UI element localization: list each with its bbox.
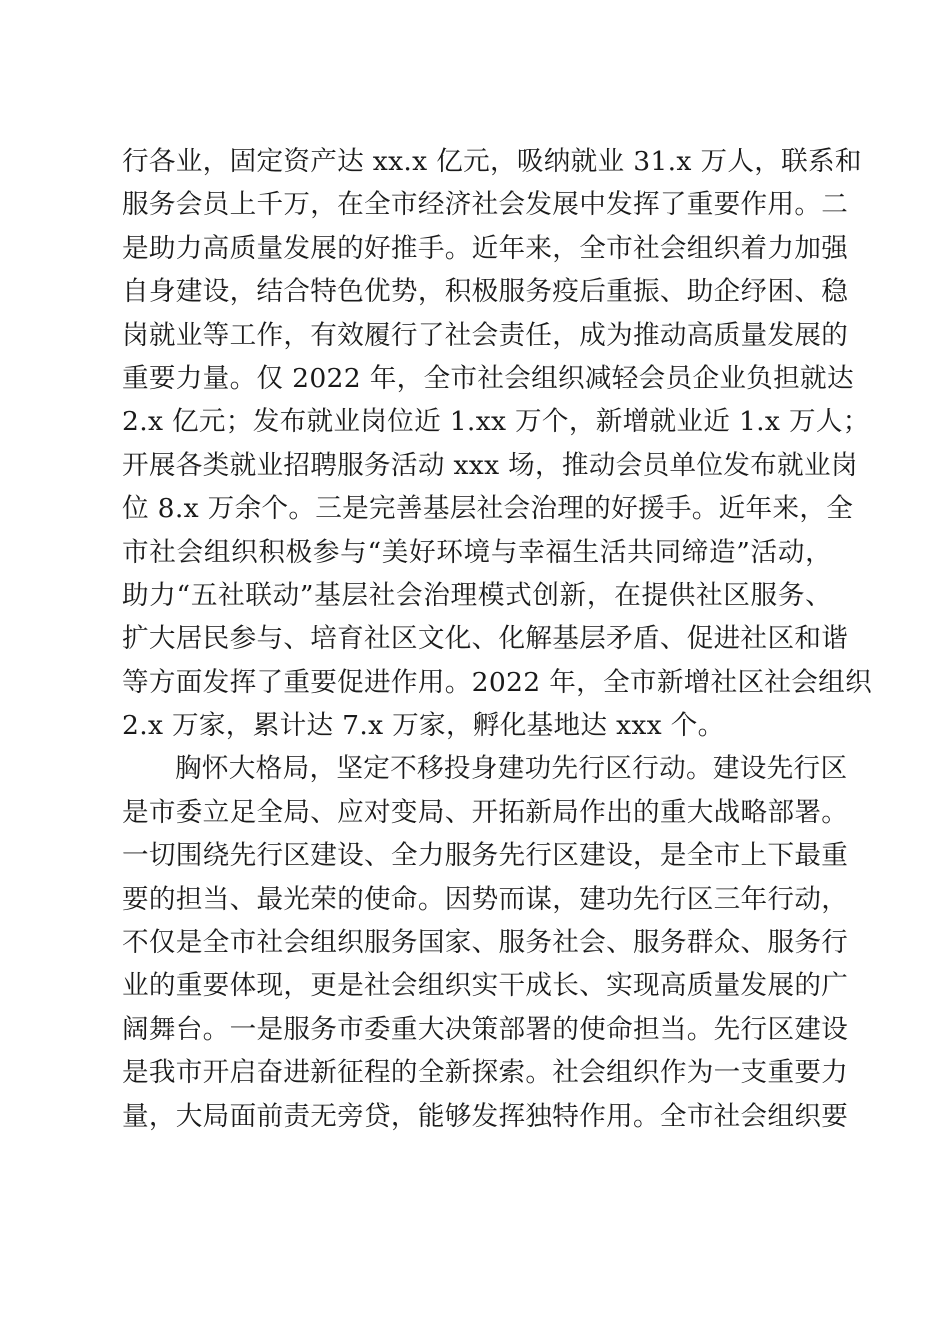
- text-line: 服务会员上千万，在全市经济社会发展中发挥了重要作用。二: [122, 189, 849, 221]
- text-line: 助力“五社联动”基层社会治理模式创新，在提供社区服务、: [122, 579, 832, 611]
- paragraph-2: [122, 747, 849, 1138]
- text-line: 岗就业等工作，有效履行了社会责任，成为推动高质量发展的: [122, 319, 849, 351]
- text-line: 位 8.x 万余个。三是完善基层社会治理的好援手。近年来，全: [122, 493, 854, 525]
- text-line: 量，大局面前责无旁贷，能够发挥独特作用。全市社会组织要: [122, 1100, 849, 1132]
- document-body: [122, 140, 872, 1138]
- text-line: 2.x 亿元；发布就业岗位近 1.xx 万个，新增就业近 1.x 万人；: [122, 406, 870, 438]
- text-line: 业的重要体现，更是社会组织实干成长、实现高质量发展的广: [122, 970, 849, 1002]
- text-line: 2.x 万家，累计达 7.x 万家，孵化基地达 xxx 个。: [122, 710, 725, 742]
- text-line: 要的担当、最光荣的使命。因势而谋，建功先行区三年行动，: [122, 883, 849, 915]
- text-line: 等方面发挥了重要促进作用。2022 年，全市新增社区社会组织: [122, 666, 872, 698]
- text-line: 是我市开启奋进新征程的全新探索。社会组织作为一支重要力: [122, 1057, 849, 1089]
- text-line: 重要力量。仅 2022 年，全市社会组织减轻会员企业负担就达: [122, 362, 854, 394]
- text-line: 是市委立足全局、应对变局、开拓新局作出的重大战略部署。: [122, 796, 849, 828]
- text-line: 阔舞台。一是服务市委重大决策部署的使命担当。先行区建设: [122, 1013, 849, 1045]
- text-line: 一切围绕先行区建设、全力服务先行区建设，是全市上下最重: [122, 840, 849, 872]
- text-line: 开展各类就业招聘服务活动 xxx 场，推动会员单位发布就业岗: [122, 449, 858, 481]
- text-line: 是助力高质量发展的好推手。近年来，全市社会组织着力加强: [122, 232, 849, 264]
- text-line: 行各业，固定资产达 xx.x 亿元，吸纳就业 31.x 万人，联系和: [122, 146, 862, 177]
- text-line: 自身建设，结合特色优势，积极服务疫后重振、助企纾困、稳: [122, 276, 849, 308]
- text-line: 市社会组织积极参与“美好环境与幸福生活共同缔造”活动，: [122, 536, 832, 568]
- text-line: 不仅是全市社会组织服务国家、服务社会、服务群众、服务行: [122, 927, 849, 959]
- text-line: 胸怀大格局，坚定不移投身建功先行区行动。建设先行区: [175, 753, 848, 785]
- paragraph-1: [122, 140, 872, 747]
- text-line: 扩大居民参与、培育社区文化、化解基层矛盾、促进社区和谐: [122, 623, 849, 655]
